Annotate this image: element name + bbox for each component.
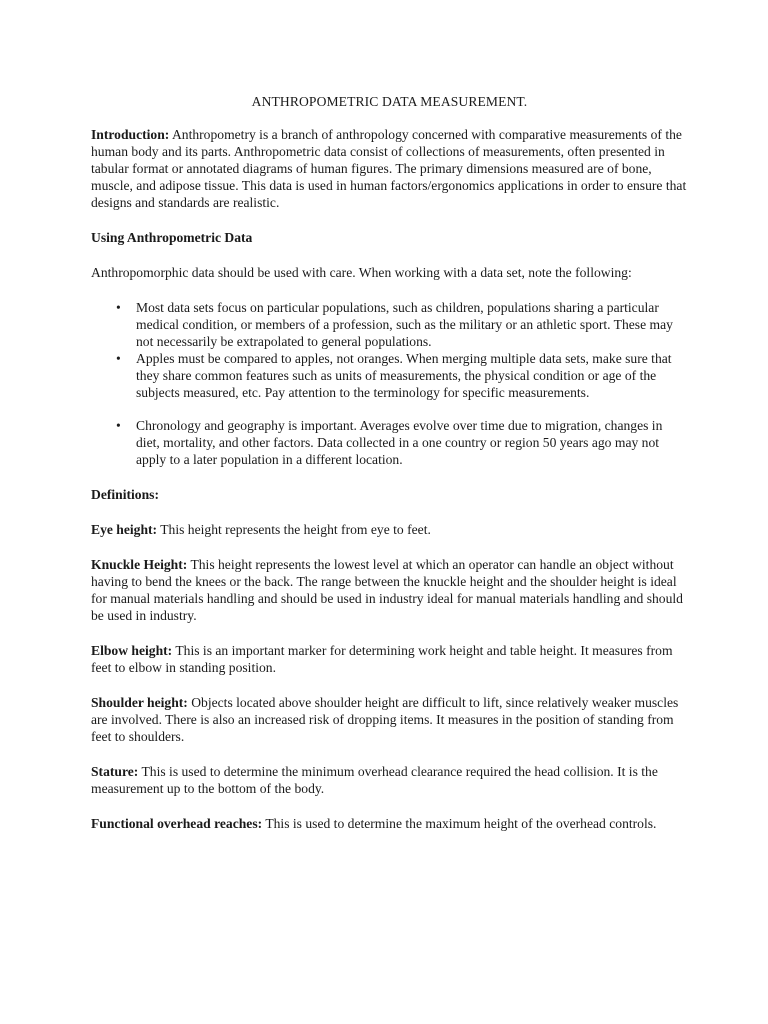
definition-elbow-height (91, 642, 688, 676)
intro-text: Anthropometry is a branch of anthropology concerned with comparative measurements of the human body and its parts. Anthropometric data consist of collections of measurements, often presented in tabular format or annotated diagrams of human figures. The primary dimensions measured are of bone, muscle, and adipose tissue. This data is used in human factors/ergonomics applications in order to ensure that designs and standards are realistic. (91, 127, 687, 210)
definition-text: This is used to determine the minimum overhead clearance required the head collision. It is the measurement up to the bottom of the body. (91, 764, 658, 796)
definition-shoulder-height (91, 694, 688, 745)
using-heading: Using Anthropometric Data (91, 230, 253, 245)
definition-text: Objects located above shoulder height are difficult to lift, since relatively weaker muscles are involved. There is also an increased risk of dropping items. It measures in the position of standing from feet to shoulders. (91, 695, 679, 744)
definition-knuckle-height (91, 556, 688, 624)
definition-term: Functional overhead reaches: (91, 816, 263, 831)
document-title: ANTHROPOMETRIC DATA MEASUREMENT. (251, 94, 528, 109)
intro-paragraph (91, 126, 688, 211)
list-item: • Chronology and geography is important. Averages evolve over time due to migration, changes in diet, mortality, and other factors. Data collected in a one country or region 50 years ago may not apply to a later population in a different location. (116, 418, 663, 467)
definitions-heading: Definitions: (91, 487, 159, 502)
definition-term: Shoulder height: (91, 695, 188, 710)
definition-term: Knuckle Height: (91, 557, 188, 572)
bullet-icon: • (116, 351, 121, 366)
bullet-icon: • (116, 300, 121, 315)
definition-eye-height (91, 521, 688, 538)
definition-text: This is an important marker for determining work height and table height. It measures from feet to elbow in standing position. (91, 643, 673, 675)
definition-text: This height represents the height from eye to feet. (157, 522, 431, 537)
definition-text: This height represents the lowest level at which an operator can handle an object without having to bend the knees or the back. The range between the knuckle height and the shoulder height is ideal for manual materials handling and should be used in industry ideal for manual materials handling and should be used in industry. (91, 557, 683, 623)
using-text: Anthropomorphic data should be used with care. When working with a data set, note the following: (91, 265, 632, 280)
bullet-icon: • (116, 418, 121, 433)
definition-term: Eye height: (91, 522, 158, 537)
list-item: • Most data sets focus on particular populations, such as children, populations sharing a particular medical condition, or members of a profession, such as the military or an athletic sport. These may not necessarily be extrapolated to general populations. (116, 300, 673, 349)
definition-term: Stature: (91, 764, 139, 779)
definition-stature (91, 763, 688, 797)
definition-term: Elbow height: (91, 643, 173, 658)
list-item: • Apples must be compared to apples, not oranges. When merging multiple data sets, make sure that they share common features such as units of measurements, the physical condition or age of the subjects measured, etc. Pay attention to the terminology for specific measurements. (116, 351, 672, 400)
intro-label: Introduction: (91, 127, 170, 142)
considerations-list (91, 299, 688, 468)
definition-functional-overhead-reaches (91, 815, 688, 832)
definition-text: This is used to determine the maximum height of the overhead controls. (262, 816, 657, 831)
